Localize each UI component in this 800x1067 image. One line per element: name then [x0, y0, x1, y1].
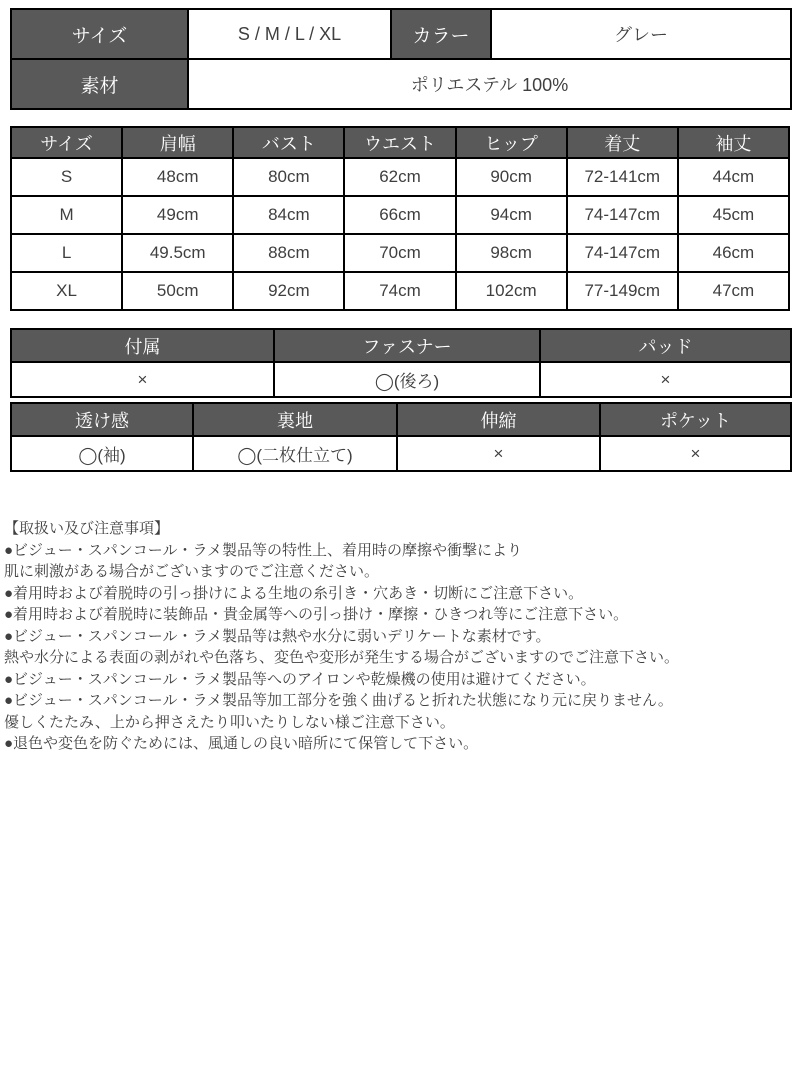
size-cell: L: [11, 234, 122, 272]
size-chart-header-row: [11, 127, 789, 158]
size-row-s: [11, 158, 789, 196]
size-cell: 47cm: [678, 272, 789, 310]
size-cell: M: [11, 196, 122, 234]
size-cell: 48cm: [122, 158, 233, 196]
features-table-1: [10, 328, 792, 398]
size-col-header: サイズ: [11, 127, 122, 158]
care-note-line: ●ビジュー・スパンコール・ラメ製品等の特性上、着用時の摩擦や衝撃により: [4, 541, 523, 559]
size-chart-table: [10, 126, 790, 311]
size-cell: 72-141cm: [567, 158, 678, 196]
accessory-value: ×: [11, 362, 274, 397]
pocket-value: ×: [600, 436, 791, 471]
size-cell: 44cm: [678, 158, 789, 196]
info-size-value: S / M / L / XL: [188, 9, 391, 59]
care-notes: [4, 518, 790, 755]
info-color-label: カラー: [391, 9, 491, 59]
size-cell: 49cm: [122, 196, 233, 234]
size-cell: XL: [11, 272, 122, 310]
hip-col-header: ヒップ: [456, 127, 567, 158]
size-cell: 66cm: [344, 196, 455, 234]
features-1-header-row: [11, 329, 791, 362]
size-cell: 102cm: [456, 272, 567, 310]
size-cell: 98cm: [456, 234, 567, 272]
stretch-value: ×: [397, 436, 600, 471]
size-cell: 74-147cm: [567, 234, 678, 272]
features-2-value-row: [11, 436, 791, 471]
stretch-header: 伸縮: [397, 403, 600, 436]
size-cell: 50cm: [122, 272, 233, 310]
size-cell: 77-149cm: [567, 272, 678, 310]
size-cell: 84cm: [233, 196, 344, 234]
size-cell: 45cm: [678, 196, 789, 234]
care-note-line: ●着用時および着脱時に装飾品・貴金属等への引っ掛け・摩擦・ひきつれ等にご注意下さい。: [4, 606, 629, 623]
size-row-xl: [11, 272, 789, 310]
size-row-l: [11, 234, 789, 272]
info-table: [10, 8, 792, 110]
size-cell: 49.5cm: [122, 234, 233, 272]
sleeve-col-header: 袖丈: [678, 127, 789, 158]
info-material-value: ポリエステル 100%: [188, 59, 791, 109]
size-cell: S: [11, 158, 122, 196]
info-color-value: グレー: [491, 9, 791, 59]
lining-header: 裏地: [193, 403, 397, 436]
size-cell: 94cm: [456, 196, 567, 234]
info-row-size-color: [11, 9, 791, 59]
size-cell: 74cm: [344, 272, 455, 310]
info-size-label: サイズ: [11, 9, 188, 59]
pad-value: ×: [540, 362, 791, 397]
size-row-m: [11, 196, 789, 234]
care-note-line: ●ビジュー・スパンコール・ラメ製品等加工部分を強く曲げると折れた状態になり元に戻りません。: [4, 692, 673, 709]
pad-header: パッド: [540, 329, 791, 362]
care-note-line: ●着用時および着脱時の引っ掛けによる生地の糸引き・穴あき・切断にご注意下さい。: [4, 584, 584, 602]
care-note-line: 肌に刺激がある場合がございますのでご注意ください。: [4, 563, 380, 580]
care-note-line: ●ビジュー・スパンコール・ラメ製品等へのアイロンや乾燥機の使用は避けてください。: [4, 670, 596, 688]
size-cell: 46cm: [678, 234, 789, 272]
size-cell: 62cm: [344, 158, 455, 196]
length-col-header: 着丈: [567, 127, 678, 158]
size-cell: 74-147cm: [567, 196, 678, 234]
size-cell: 90cm: [456, 158, 567, 196]
features-2-header-row: [11, 403, 791, 436]
pocket-header: ポケット: [600, 403, 791, 436]
waist-col-header: ウエスト: [344, 127, 455, 158]
info-material-label: 素材: [11, 59, 188, 109]
bust-col-header: バスト: [233, 127, 344, 158]
fastener-value: ◯(後ろ): [274, 362, 540, 397]
shoulder-col-header: 肩幅: [122, 127, 233, 158]
features-table-2: [10, 402, 792, 472]
care-note-line: ●ビジュー・スパンコール・ラメ製品等は熱や水分に弱いデリケートな素材です。: [4, 627, 551, 645]
size-cell: 88cm: [233, 234, 344, 272]
care-notes-title: 【取扱い及び注意事項】: [4, 520, 170, 537]
care-note-line: 熱や水分による表面の剥がれや色落ち、変色や変形が発生する場合がございますのでご注意下さい。: [4, 649, 680, 666]
accessory-header: 付属: [11, 329, 274, 362]
size-cell: 92cm: [233, 272, 344, 310]
size-cell: 80cm: [233, 158, 344, 196]
features-1-value-row: [11, 362, 791, 397]
care-note-line: 優しくたたみ、上から押さえたり叩いたりしない様ご注意下さい。: [4, 713, 455, 731]
sheerness-header: 透け感: [11, 403, 193, 436]
lining-value: ◯(二枚仕立て): [193, 436, 397, 471]
fastener-header: ファスナー: [274, 329, 540, 362]
info-row-material: [11, 59, 791, 109]
sheerness-value: ◯(袖): [11, 436, 193, 471]
care-note-line: ●退色や変色を防ぐためには、風通しの良い暗所にて保管して下さい。: [4, 735, 479, 752]
size-cell: 70cm: [344, 234, 455, 272]
